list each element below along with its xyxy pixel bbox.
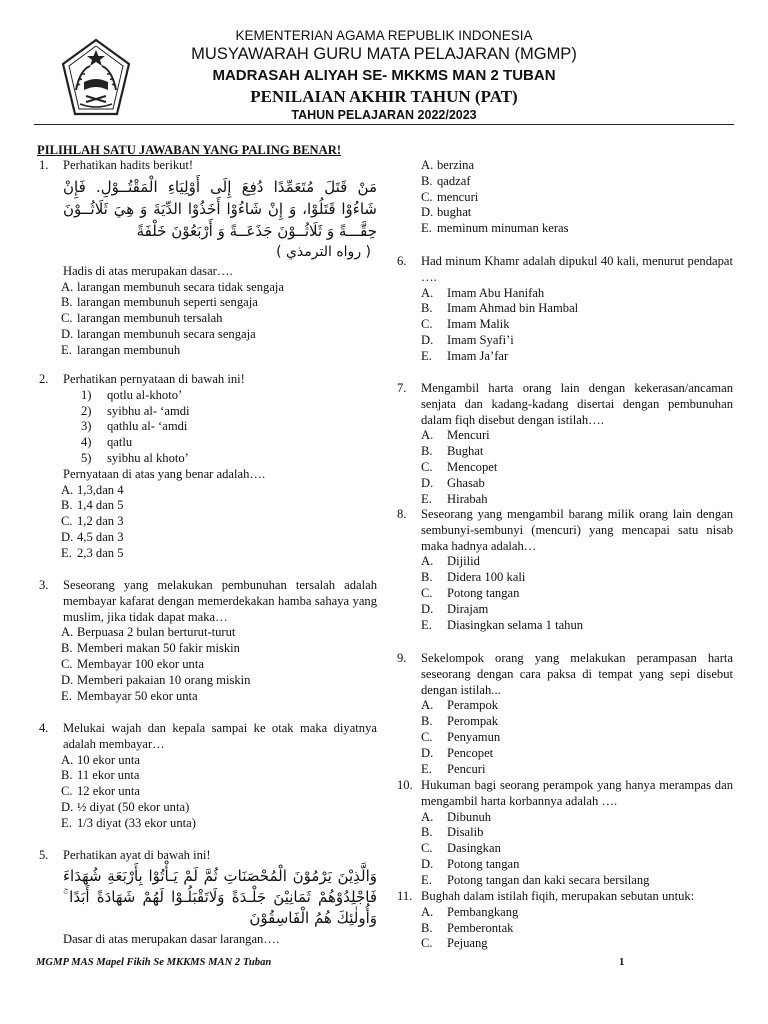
answer-option[interactable]: C. 1,2 dan 3: [61, 514, 124, 529]
answer-option[interactable]: E. Diasingkan selama 1 tahun: [421, 617, 584, 632]
question-1: [39, 158, 377, 359]
answer-option[interactable]: C. larangan membunuh tersalah: [61, 311, 223, 326]
statement-item: 3) qathlu al- ‘amdi: [81, 419, 188, 434]
answer-option[interactable]: C. Imam Malik: [421, 317, 510, 332]
question-prompt: Hadis di atas merupakan dasar….: [63, 263, 233, 278]
answer-option[interactable]: D. ½ diyat (50 ekor unta): [61, 799, 190, 814]
statement-item: 2) syibhu al- ‘amdi: [81, 403, 190, 418]
question-text: Perhatikan ayat di bawah ini!: [63, 848, 211, 862]
answer-option[interactable]: C. mencuri: [421, 189, 479, 204]
answer-option[interactable]: D. Potong tangan: [421, 856, 520, 871]
answer-option[interactable]: D. larangan membunuh secara sengaja: [61, 326, 256, 341]
answer-option[interactable]: E. Potong tangan dan kaki secara bersilang: [421, 872, 650, 887]
header-rule: [34, 124, 734, 125]
answer-option[interactable]: E. Membayar 50 ekor unta: [61, 688, 198, 703]
header-exam-title: PENILAIAN AKHIR TAHUN (PAT): [250, 87, 518, 106]
question-3: [39, 578, 377, 704]
answer-option[interactable]: D. Memberi pakaian 10 orang miskin: [61, 672, 251, 687]
question-number: 3.: [39, 578, 49, 592]
hadith-arabic: مَنْ قَتَلَ مُتَعَمِّدًا دُفِعَ إِلَى أَوْلِيَاءِ الْمَقْتُــوْلِ. فَإِنْ شَاءُوْا قَتَلُوْا، وَ إِنْ شَاءُوْا أَخَذُوْا الدِّيَةَ وَ هِيَ ثَلَاثُــوْنَ حِقَّـــةً وَ ثَلَاثُــوْنَ جَذَعَــةً وَ أَرْبَعُوْنَ خَلْفَةً: [63, 177, 377, 240]
question-text: Mengambil harta orang lain dengan kekerasan/ancaman senjata dan kadang-kadang disertai dengan pembunuhan dalam fiqh disebut dengan istilah….: [421, 381, 733, 427]
answer-option[interactable]: C. Dasingkan: [421, 841, 501, 856]
answer-option[interactable]: C. Pejuang: [421, 936, 488, 951]
answer-option[interactable]: A. 1,3,dan 4: [61, 482, 124, 497]
answer-option[interactable]: A. Dibunuh: [421, 809, 492, 824]
answer-option[interactable]: A. Perampok: [421, 698, 499, 713]
answer-option[interactable]: C. Potong tangan: [421, 585, 520, 600]
answer-option[interactable]: E. Hirabah: [421, 491, 488, 506]
answer-option[interactable]: E. larangan membunuh: [61, 342, 181, 357]
question-number: 5.: [39, 848, 49, 862]
question-number: 11.: [397, 889, 413, 903]
question-prompt: Dasar di atas merupakan dasar larangan….: [63, 931, 280, 946]
answer-option[interactable]: B. Imam Ahmad bin Hambal: [421, 301, 579, 316]
question-11: [397, 889, 733, 952]
answer-option[interactable]: C. Membayar 100 ekor unta: [61, 656, 204, 671]
answer-option[interactable]: C. Penyamun: [421, 729, 501, 744]
question-text: Hukuman bagi seorang perampok yang hanya merampas dan mengambil harta korbannya adalah ….: [421, 778, 733, 808]
answer-option[interactable]: D. 4,5 dan 3: [61, 529, 124, 544]
question-4: [39, 721, 377, 832]
answer-option[interactable]: A. larangan membunuh secara tidak sengaja: [61, 279, 285, 294]
answer-option[interactable]: C. 12 ekor unta: [61, 784, 140, 799]
answer-option[interactable]: A. berzina: [421, 158, 475, 172]
answer-option[interactable]: B. Perompak: [421, 714, 499, 729]
question-5: [39, 848, 377, 948]
question-10: [397, 778, 733, 889]
answer-option[interactable]: D. Dirajam: [421, 601, 489, 616]
question-text: Perhatikan pernyataan di bawah ini!: [63, 372, 245, 386]
answer-option[interactable]: A. Dijilid: [421, 554, 480, 569]
question-text: Bughah dalam istilah fiqih, merupakan sebutan untuk:: [421, 889, 695, 903]
answer-option[interactable]: A. 10 ekor unta: [61, 752, 140, 767]
footer-label: MGMP MAS Mapel Fikih Se MKKMS MAN 2 Tuban: [36, 957, 272, 968]
statement-item: 5) syibhu al khoto’: [81, 450, 189, 465]
answer-option[interactable]: E. Imam Ja’far: [421, 348, 509, 363]
question-number: 9.: [397, 651, 407, 665]
answer-option[interactable]: B. Pemberontak: [421, 920, 514, 935]
question-number: 4.: [39, 721, 49, 735]
question-6: [397, 254, 733, 365]
answer-option[interactable]: A. Mencuri: [421, 428, 490, 443]
hadith-source: ( رواه الترمذي ): [276, 243, 371, 260]
question-text: Perhatikan hadits berikut!: [63, 158, 194, 172]
question-number: 7.: [397, 381, 407, 395]
question-9: [397, 651, 733, 777]
question-8: [397, 507, 733, 633]
answer-option[interactable]: B. Didera 100 kali: [421, 570, 526, 585]
answer-option[interactable]: D. bughat: [421, 205, 472, 220]
header-mgmp: MUSYAWARAH GURU MATA PELAJARAN (MGMP): [191, 45, 577, 63]
header-ministry: KEMENTERIAN AGAMA REPUBLIK INDONESIA: [235, 28, 533, 43]
answer-option[interactable]: D. Pencopet: [421, 745, 494, 760]
question-text: Melukai wajah dan kepala sampai ke otak maka diyatnya adalah membayar…: [63, 721, 377, 751]
statement-item: 1) qotlu al-khoto’: [81, 387, 183, 402]
answer-option[interactable]: D. Imam Syafi’i: [421, 332, 514, 347]
answer-option[interactable]: B. qadzaf: [421, 173, 471, 188]
header-madrasah: MADRASAH ALIYAH SE- MKKMS MAN 2 TUBAN: [212, 67, 556, 84]
statement-item: 4) qatlu: [81, 435, 133, 450]
question-5-options: [421, 158, 733, 237]
answer-option[interactable]: E. Pencuri: [421, 761, 486, 776]
answer-option[interactable]: B. larangan membunuh seperti sengaja: [61, 295, 258, 310]
question-2: [39, 372, 377, 562]
answer-option[interactable]: B. 1,4 dan 5: [61, 498, 124, 513]
page-number: 1: [619, 957, 625, 968]
question-text: Seseorang yang melakukan pembunuhan tersalah adalah membayar kafarat dengan memerdekakan hamba sahaya yang muslim, jika tidak dapat maka…: [63, 578, 377, 624]
answer-option[interactable]: A. Imam Abu Hanifah: [421, 285, 545, 300]
answer-option[interactable]: B. Bughat: [421, 444, 484, 459]
question-number: 6.: [397, 254, 407, 268]
answer-option[interactable]: E. 1/3 diyat (33 ekor unta): [61, 815, 196, 830]
question-number: 10.: [397, 778, 413, 792]
answer-option[interactable]: E. meminum minuman keras: [421, 221, 569, 236]
ayat-arabic: وَالَّذِيْنَ يَرْمُوْنَ الْمُحْصَنَاتِ ثُمَّ لَمْ يَـأْتُوْا بِأَرْبَعَةِ شُهَدَاءَ فَاجْلِدُوْهُمْ ثَمَانِيْنَ جَلْـدَةً وَلَاتَقْبَلُـوْا لَهُمْ شَهَادَةً أَبَدًا ۚ وَأُولٰئِكَ هُمُ الْفَاسِقُوْنَ: [63, 866, 377, 927]
question-text: Sekelompok orang yang melakukan perampasan harta seseorang dengan cara paksa di tempat yang sepi disebut dengan istilah...: [421, 651, 733, 697]
question-number: 1.: [39, 158, 49, 172]
question-prompt: Pernyataan di atas yang benar adalah….: [63, 466, 266, 481]
answer-option[interactable]: E. 2,3 dan 5: [61, 545, 124, 560]
answer-option[interactable]: B. Disalib: [421, 825, 484, 840]
answer-option[interactable]: A. Berpuasa 2 bulan berturut-turut: [61, 625, 236, 640]
answer-option[interactable]: D. Ghasab: [421, 475, 485, 490]
instruction: PILIHLAH SATU JAWABAN YANG PALING BENAR!: [37, 143, 342, 157]
answer-option[interactable]: B. Memberi makan 50 fakir miskin: [61, 641, 240, 656]
question-number: 8.: [397, 507, 407, 521]
answer-option[interactable]: B. 11 ekor unta: [61, 768, 140, 783]
question-text: Had minum Khamr adalah dipukul 40 kali, menurut pendapat ….: [421, 254, 733, 284]
answer-option[interactable]: C. Mencopet: [421, 459, 498, 474]
header-school-year: TAHUN PELAJARAN 2022/2023: [291, 108, 477, 122]
question-7: [397, 381, 733, 507]
question-text: Seseorang yang mengambil barang milik orang lain dengan sembunyi-sembunyi (mencuri) yang mencapai satu nisab maka hadnya adalah…: [421, 507, 733, 553]
question-number: 2.: [39, 372, 49, 386]
answer-option[interactable]: A. Pembangkang: [421, 904, 519, 919]
